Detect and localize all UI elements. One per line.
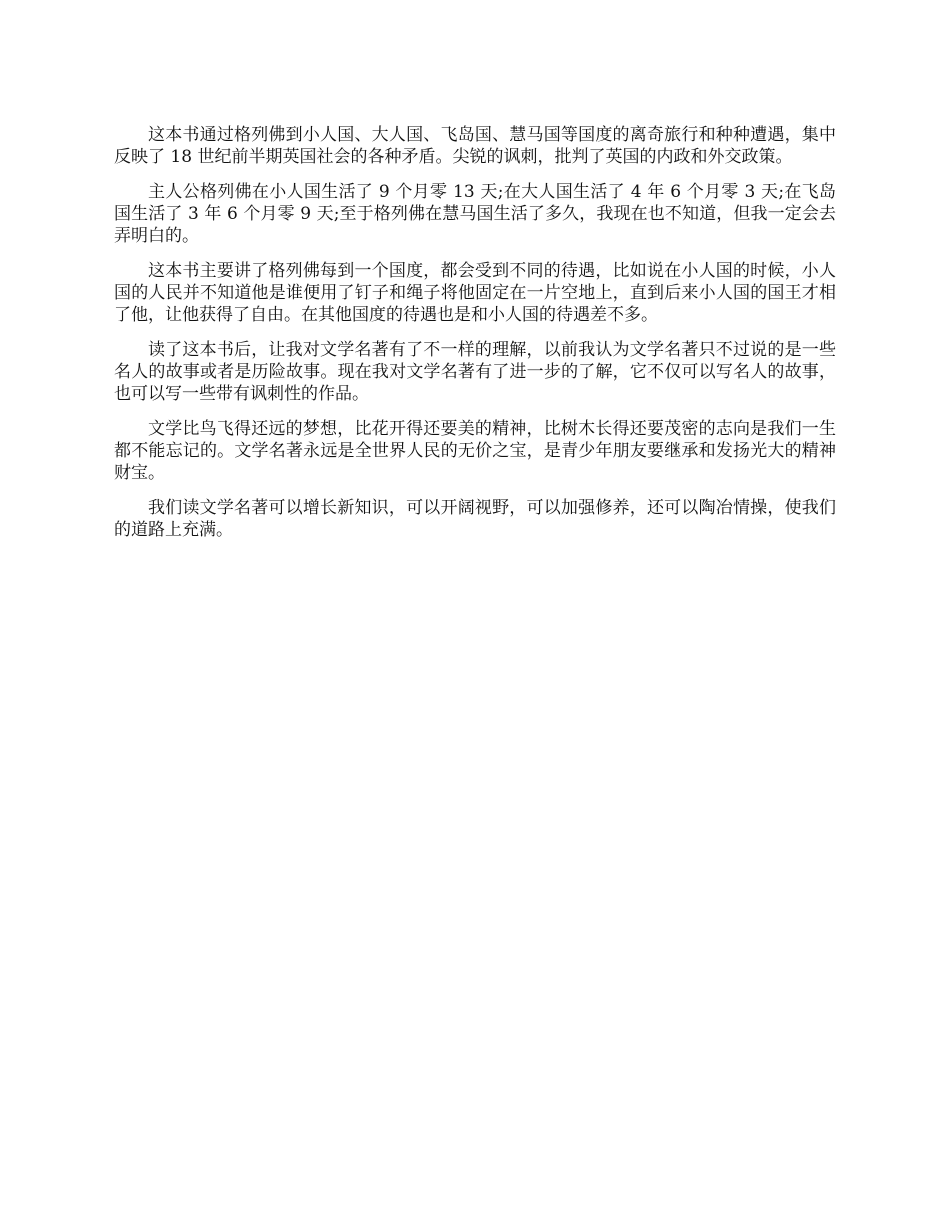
- paragraph-2: 主人公格列佛在小人国生活了 9 个月零 13 天;在大人国生活了 4 年 6 个月零 3 天;在飞岛国生活了 3 年 6 个月零 9 天;至于格列佛在慧马国生活了多久，我现在也不知道，但我一定会去弄明白的。: [114, 182, 836, 246]
- paragraph-1: 这本书通过格列佛到小人国、大人国、飞岛国、慧马国等国度的离奇旅行和种种遭遇，集中反映了 18 世纪前半期英国社会的各种矛盾。尖锐的讽刺，批判了英国的内政和外交政策。: [114, 125, 836, 167]
- paragraph-5: 文学比鸟飞得还远的梦想，比花开得还要美的精神，比树木长得还要茂密的志向是我们一生都不能忘记的。文学名著永远是全世界人民的无价之宝，是青少年朋友要继承和发扬光大的精神财宝。: [114, 419, 836, 483]
- paragraph-3: 这本书主要讲了格列佛每到一个国度，都会受到不同的待遇，比如说在小人国的时候，小人国的人民并不知道他是谁便用了钉子和绳子将他固定在一片空地上，直到后来小人国的国王才相了他，让他获得了自由。在其他国度的待遇也是和小人国的待遇差不多。: [114, 261, 836, 325]
- document-body: [114, 124, 836, 554]
- paragraph-4: 读了这本书后，让我对文学名著有了不一样的理解，以前我认为文学名著只不过说的是一些名人的故事或者是历险故事。现在我对文学名著有了进一步的了解，它不仅可以写名人的故事，也可以写一些带有讽刺性的作品。: [114, 340, 836, 404]
- paragraph-6: 我们读文学名著可以增长新知识，可以开阔视野，可以加强修养，还可以陶冶情操，使我们的道路上充满。: [114, 498, 836, 540]
